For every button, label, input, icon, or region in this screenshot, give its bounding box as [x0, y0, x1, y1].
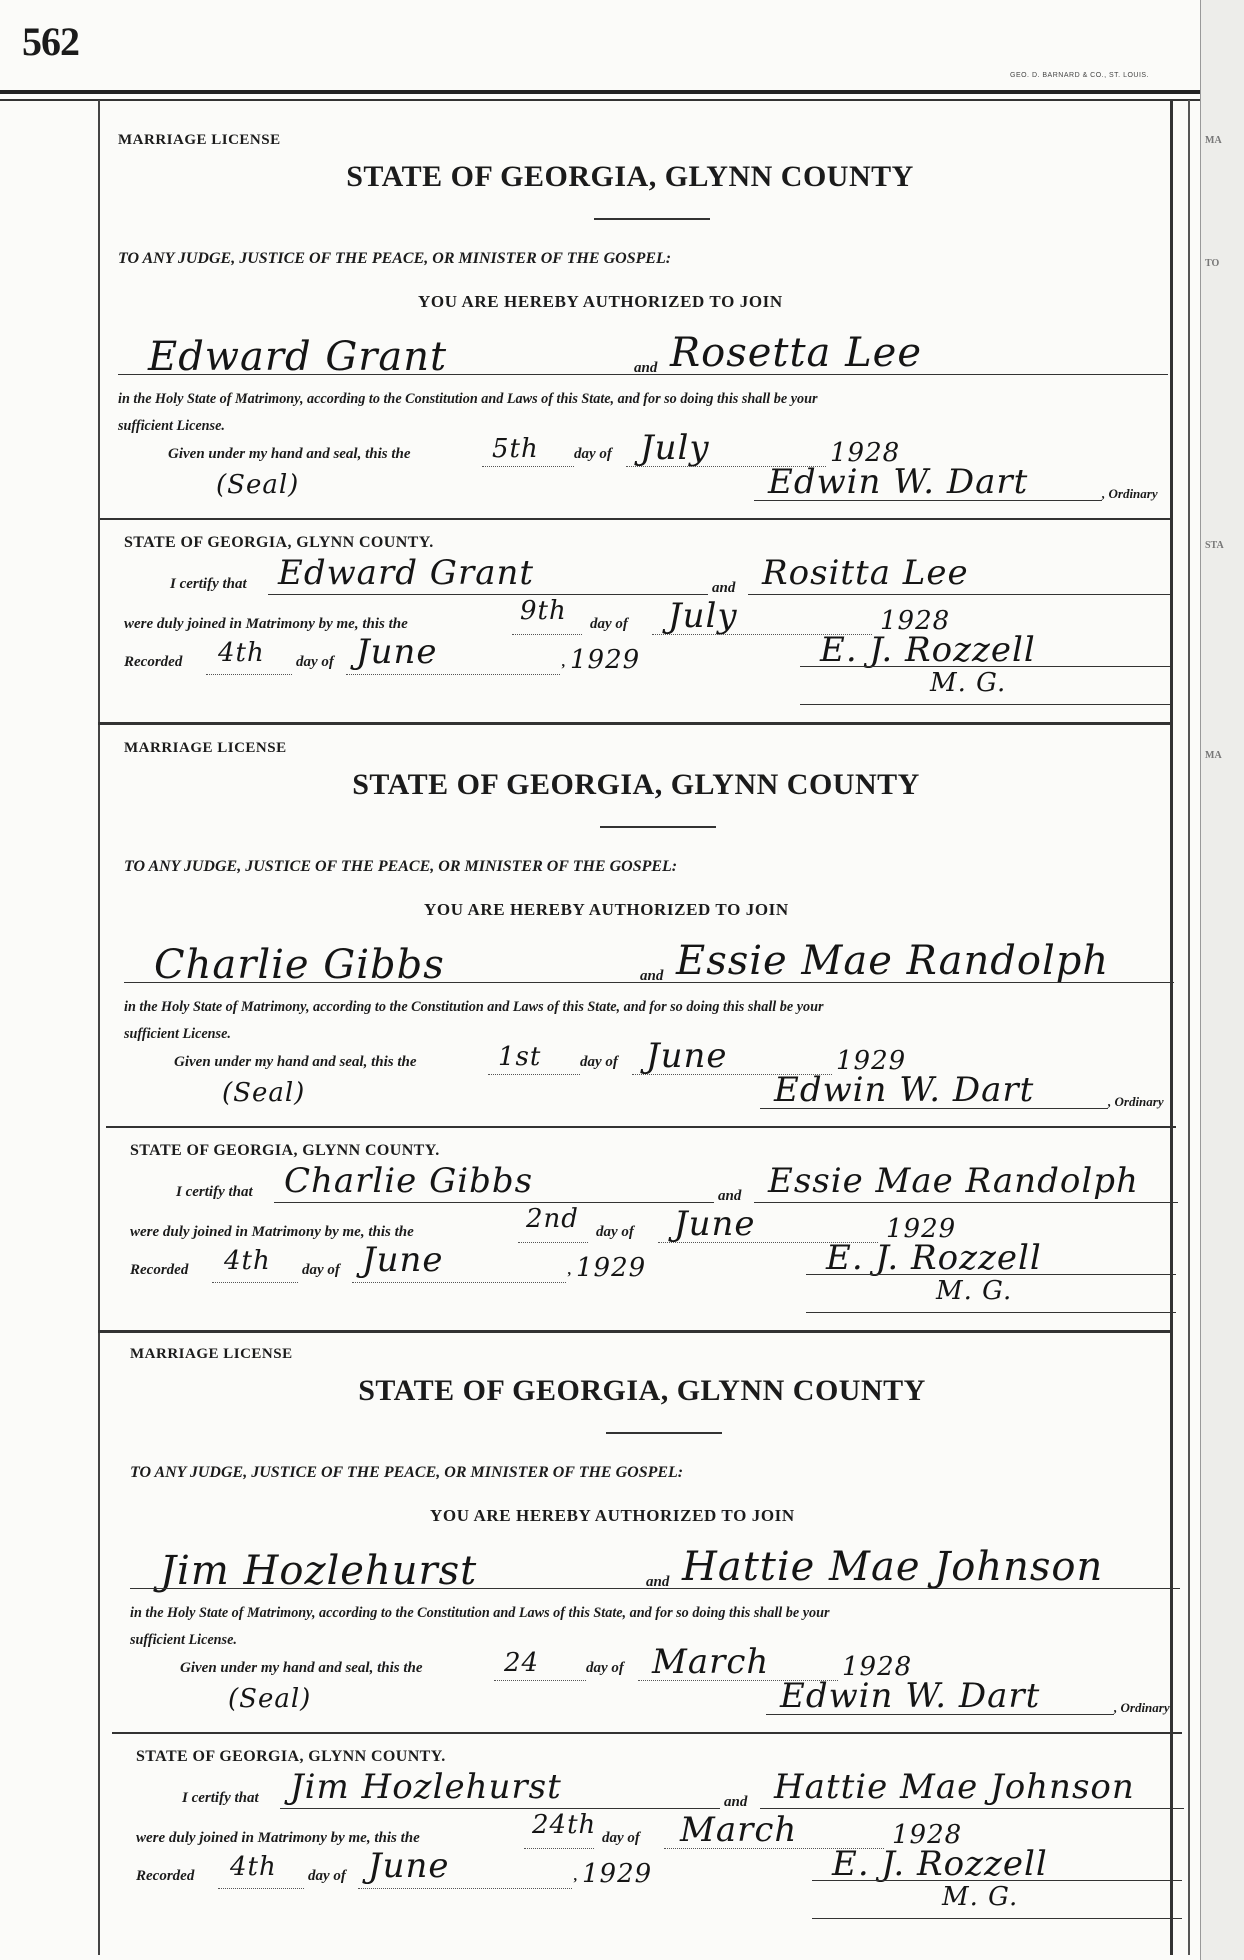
minister-signature-line: [812, 1880, 1182, 1881]
license-year: 1929: [836, 1046, 907, 1076]
license-day: 5th: [492, 434, 539, 464]
joined-day-of-label: day of: [596, 1224, 634, 1240]
license-month: June: [646, 1036, 728, 1076]
joined-month: June: [674, 1204, 756, 1244]
license-heading: MARRIAGE LICENSE: [124, 740, 287, 756]
certified-bride-line: [748, 594, 1172, 595]
given-under-text: Given under my hand and seal, this the: [174, 1054, 417, 1070]
right-margin-rule-secondary: [1188, 100, 1190, 1955]
certify-and-label: and: [724, 1794, 748, 1810]
minister-signature-line: [806, 1274, 1176, 1275]
certified-groom-line: [268, 594, 708, 595]
recorded-day: 4th: [230, 1852, 277, 1882]
license-month: March: [652, 1642, 770, 1682]
given-under-text: Given under my hand and seal, this the: [180, 1660, 423, 1676]
next-page-edge: MA TO STA MA: [1200, 0, 1244, 1960]
recorded-month-line: [352, 1282, 566, 1283]
ordinary-line: [760, 1108, 1108, 1109]
record-separator: [98, 722, 1172, 725]
holy-state-text: in the Holy State of Matrimony, according to the Constitution and Laws of this State, and for so doing this shall be your: [124, 999, 824, 1015]
minister-signature-line: [800, 666, 1170, 667]
title-underline: [594, 218, 710, 220]
recorded-comma: ,: [562, 654, 566, 670]
groom-name: Edward Grant: [148, 334, 448, 380]
seal-mark: (Seal): [228, 1684, 312, 1714]
recorded-year: 1929: [576, 1253, 647, 1283]
minister-signature: E. J. Rozzell: [826, 1238, 1042, 1278]
recorded-day-of-label: day of: [302, 1262, 340, 1278]
license-title: STATE OF GEORGIA, GLYNN COUNTY: [352, 768, 920, 801]
recorded-month-line: [358, 1888, 572, 1889]
joined-month: July: [668, 596, 738, 636]
recorded-day-line: [206, 674, 292, 675]
joined-text: were duly joined in Matrimony by me, this the: [136, 1830, 420, 1846]
certified-bride-line: [754, 1202, 1178, 1203]
license-year: 1928: [830, 438, 901, 468]
holy-state-text: in the Holy State of Matrimony, according to the Constitution and Laws of this State, and for so doing this shall be your: [130, 1605, 830, 1621]
day-of-label: day of: [574, 446, 612, 462]
ordinary-signature: Edwin W. Dart: [780, 1676, 1041, 1716]
certified-bride-name: Hattie Mae Johnson: [774, 1767, 1135, 1807]
bride-name: Essie Mae Randolph: [676, 938, 1110, 984]
recorded-label: Recorded: [136, 1868, 195, 1884]
joined-text: were duly joined in Matrimony by me, this the: [124, 616, 408, 632]
certified-groom-name: Edward Grant: [278, 553, 535, 593]
and-label: and: [634, 360, 658, 376]
license-certificate-divider: [106, 1126, 1176, 1128]
minister-signature: E. J. Rozzell: [820, 630, 1036, 670]
day-of-label: day of: [586, 1660, 624, 1676]
groom-name: Jim Hozlehurst: [160, 1548, 478, 1594]
addressee-line: TO ANY JUDGE, JUSTICE OF THE PEACE, OR MINISTER OF THE GOSPEL:: [124, 858, 678, 875]
recorded-label: Recorded: [124, 654, 183, 670]
license-title: STATE OF GEORGIA, GLYNN COUNTY: [346, 160, 914, 193]
license-year: 1928: [842, 1652, 913, 1682]
authorization-line: YOU ARE HEREBY AUTHORIZED TO JOIN: [424, 900, 789, 919]
addressee-line: TO ANY JUDGE, JUSTICE OF THE PEACE, OR MINISTER OF THE GOSPEL:: [118, 250, 672, 267]
left-margin-rule: [98, 100, 100, 1955]
license-heading: MARRIAGE LICENSE: [118, 132, 281, 148]
license-certificate-divider: [100, 518, 1170, 520]
names-line: [118, 374, 1168, 375]
day-of-label: day of: [580, 1054, 618, 1070]
addressee-line: TO ANY JUDGE, JUSTICE OF THE PEACE, OR MINISTER OF THE GOSPEL:: [130, 1464, 684, 1481]
recorded-day: 4th: [224, 1246, 271, 1276]
joined-day: 9th: [520, 596, 567, 626]
certificate-heading: STATE OF GEORGIA, GLYNN COUNTY.: [124, 534, 434, 551]
recorded-day-line: [218, 1888, 304, 1889]
recorded-year: 1929: [570, 645, 641, 675]
minister-title: M. G.: [942, 1882, 1019, 1912]
names-line: [130, 1588, 1180, 1589]
page-number: 562: [22, 19, 79, 64]
recorded-month: June: [368, 1846, 450, 1886]
certificate-heading: STATE OF GEORGIA, GLYNN COUNTY.: [130, 1142, 440, 1159]
certify-label: I certify that: [182, 1790, 259, 1806]
joined-day-line: [524, 1848, 594, 1849]
record-separator: [98, 1330, 1172, 1333]
recorded-month-line: [346, 674, 560, 675]
and-label: and: [640, 968, 664, 984]
top-rule-secondary: [0, 99, 1200, 101]
joined-text: were duly joined in Matrimony by me, this the: [130, 1224, 414, 1240]
certified-groom-line: [280, 1808, 720, 1809]
joined-day: 24th: [532, 1810, 597, 1840]
recorded-day-line: [212, 1282, 298, 1283]
sufficient-text: sufficient License.: [118, 418, 225, 434]
license-day: 1st: [498, 1042, 542, 1072]
ordinary-line: [766, 1714, 1114, 1715]
certify-label: I certify that: [176, 1184, 253, 1200]
ordinary-label: , Ordinary: [1108, 1094, 1164, 1109]
title-underline: [606, 1432, 722, 1434]
ordinary-signature: Edwin W. Dart: [768, 462, 1029, 502]
recorded-day: 4th: [218, 638, 265, 668]
seal-mark: (Seal): [222, 1078, 306, 1108]
certify-label: I certify that: [170, 576, 247, 592]
recorded-label: Recorded: [130, 1262, 189, 1278]
right-margin-rule: [1170, 100, 1173, 1955]
joined-day-line: [518, 1242, 588, 1243]
and-label: and: [646, 1574, 670, 1590]
certified-bride-line: [760, 1808, 1184, 1809]
recorded-year: 1929: [582, 1859, 653, 1889]
ordinary-signature: Edwin W. Dart: [774, 1070, 1035, 1110]
certify-and-label: and: [712, 580, 736, 596]
license-certificate-divider: [112, 1732, 1182, 1734]
joined-day-line: [512, 634, 582, 635]
authorization-line: YOU ARE HEREBY AUTHORIZED TO JOIN: [418, 292, 783, 311]
names-line: [124, 982, 1174, 983]
joined-day: 2nd: [526, 1204, 579, 1234]
license-day-line: [488, 1074, 580, 1075]
license-day: 24: [504, 1648, 540, 1678]
certify-and-label: and: [718, 1188, 742, 1204]
sufficient-text: sufficient License.: [130, 1632, 237, 1648]
certified-groom-name: Jim Hozlehurst: [290, 1767, 562, 1807]
minister-title: M. G.: [936, 1276, 1013, 1306]
holy-state-text: in the Holy State of Matrimony, according to the Constitution and Laws of this State, and for so doing this shall be your: [118, 391, 818, 407]
ordinary-line: [754, 500, 1102, 501]
recorded-day-of-label: day of: [308, 1868, 346, 1884]
recorded-comma: ,: [568, 1262, 572, 1278]
minister-title-line: [806, 1312, 1176, 1313]
license-day-line: [482, 466, 574, 467]
minister-title-line: [800, 704, 1170, 705]
recorded-day-of-label: day of: [296, 654, 334, 670]
sufficient-text: sufficient License.: [124, 1026, 231, 1042]
minister-title: M. G.: [930, 668, 1007, 698]
certificate-heading: STATE OF GEORGIA, GLYNN COUNTY.: [136, 1748, 446, 1765]
bride-name: Hattie Mae Johnson: [682, 1544, 1104, 1590]
authorization-line: YOU ARE HEREBY AUTHORIZED TO JOIN: [430, 1506, 795, 1525]
recorded-comma: ,: [574, 1868, 578, 1884]
license-title: STATE OF GEORGIA, GLYNN COUNTY: [358, 1374, 926, 1407]
joined-month: March: [680, 1810, 798, 1850]
printer-imprint: GEO. D. BARNARD & CO., ST. LOUIS.: [1010, 72, 1150, 79]
certified-groom-line: [274, 1202, 714, 1203]
joined-day-of-label: day of: [602, 1830, 640, 1846]
joined-year: 1928: [880, 606, 951, 636]
top-rule: [0, 90, 1200, 94]
joined-day-of-label: day of: [590, 616, 628, 632]
seal-mark: (Seal): [216, 470, 300, 500]
joined-year: 1928: [892, 1820, 963, 1850]
certified-bride-name: Essie Mae Randolph: [768, 1161, 1139, 1201]
recorded-month: June: [356, 632, 438, 672]
certified-groom-name: Charlie Gibbs: [284, 1161, 534, 1201]
license-heading: MARRIAGE LICENSE: [130, 1346, 293, 1362]
license-month: July: [640, 428, 710, 468]
title-underline: [600, 826, 716, 828]
certified-bride-name: Rositta Lee: [762, 553, 969, 593]
ordinary-label: , Ordinary: [1102, 486, 1158, 501]
given-under-text: Given under my hand and seal, this the: [168, 446, 411, 462]
bride-name: Rosetta Lee: [670, 330, 923, 376]
minister-signature: E. J. Rozzell: [832, 1844, 1048, 1884]
license-day-line: [494, 1680, 586, 1681]
ordinary-label: , Ordinary: [1114, 1700, 1170, 1715]
joined-year: 1929: [886, 1214, 957, 1244]
minister-title-line: [812, 1918, 1182, 1919]
groom-name: Charlie Gibbs: [154, 942, 445, 988]
recorded-month: June: [362, 1240, 444, 1280]
